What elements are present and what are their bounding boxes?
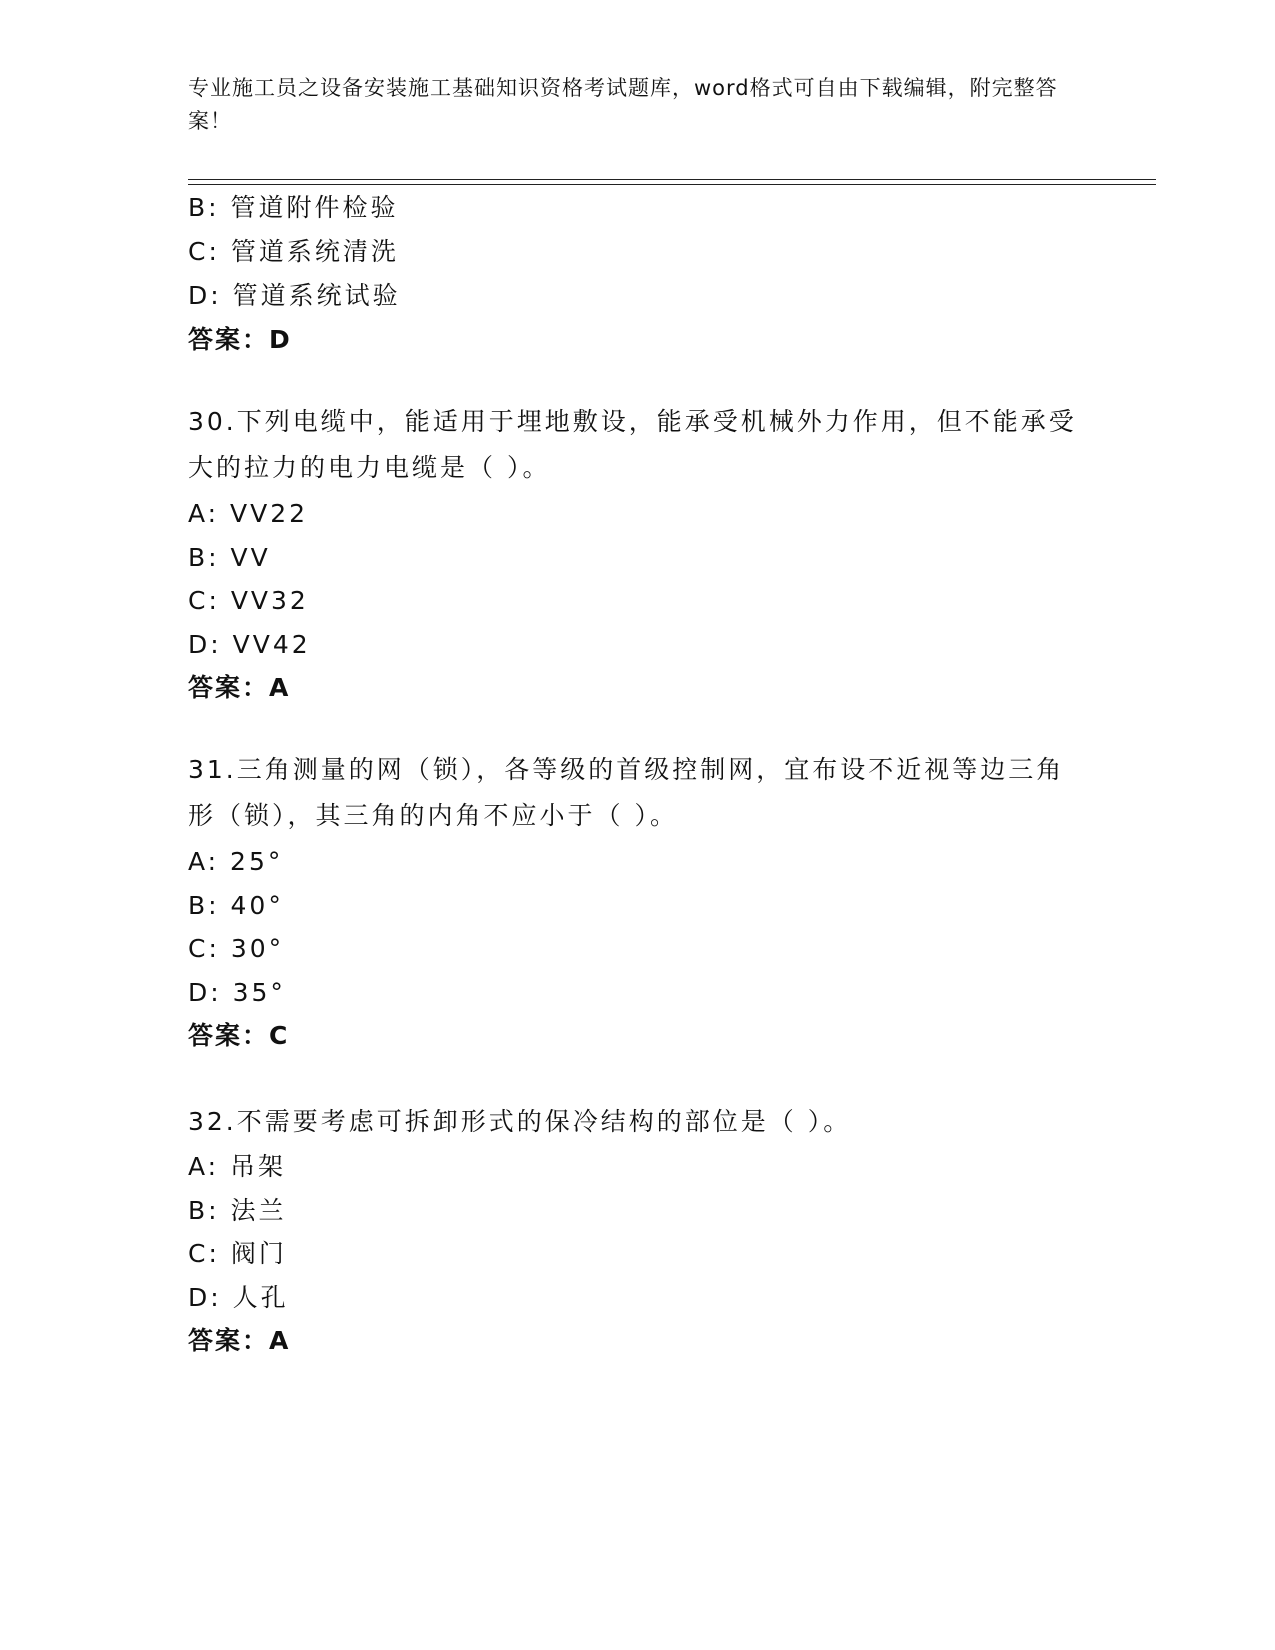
option-c: C: 管道系统清洗 bbox=[188, 237, 399, 266]
option-b: B: 40° bbox=[188, 891, 284, 920]
answer: 答案：D bbox=[188, 325, 292, 354]
option-b: B: 管道附件检验 bbox=[188, 193, 399, 222]
header-divider-top bbox=[188, 179, 1156, 180]
option-d: D: 管道系统试验 bbox=[188, 281, 401, 310]
answer: 答案：A bbox=[188, 673, 291, 702]
option-d: D: 人孔 bbox=[188, 1283, 289, 1312]
option-c: C: VV32 bbox=[188, 586, 309, 615]
document-header: 专业施工员之设备安装施工基础知识资格考试题库，word格式可自由下载编辑，附完整答案！ bbox=[188, 76, 1058, 133]
question-32: 32.不需要考虑可拆卸形式的保冷结构的部位是（ ）。 bbox=[188, 1107, 852, 1136]
question-30: 30.下列电缆中，能适用于埋地敷设，能承受机械外力作用，但不能承受大的拉力的电力电缆是（ ）。 bbox=[188, 407, 1077, 482]
option-a: A: 吊架 bbox=[188, 1152, 287, 1181]
option-d: D: 35° bbox=[188, 978, 286, 1007]
option-c: C: 30° bbox=[188, 934, 285, 963]
option-b: B: VV bbox=[188, 543, 271, 572]
option-c: C: 阀门 bbox=[188, 1239, 287, 1268]
option-a: A: VV22 bbox=[188, 499, 309, 528]
option-b: B: 法兰 bbox=[188, 1196, 287, 1225]
question-31: 31.三角测量的网（锁），各等级的首级控制网，宜布设不近视等边三角形（锁），其三角的内角不应小于（ ）。 bbox=[188, 755, 1065, 830]
option-a: A: 25° bbox=[188, 847, 284, 876]
answer: 答案：A bbox=[188, 1326, 291, 1355]
header-divider-bottom bbox=[188, 184, 1156, 185]
answer: 答案：C bbox=[188, 1021, 290, 1050]
option-d: D: VV42 bbox=[188, 630, 311, 659]
